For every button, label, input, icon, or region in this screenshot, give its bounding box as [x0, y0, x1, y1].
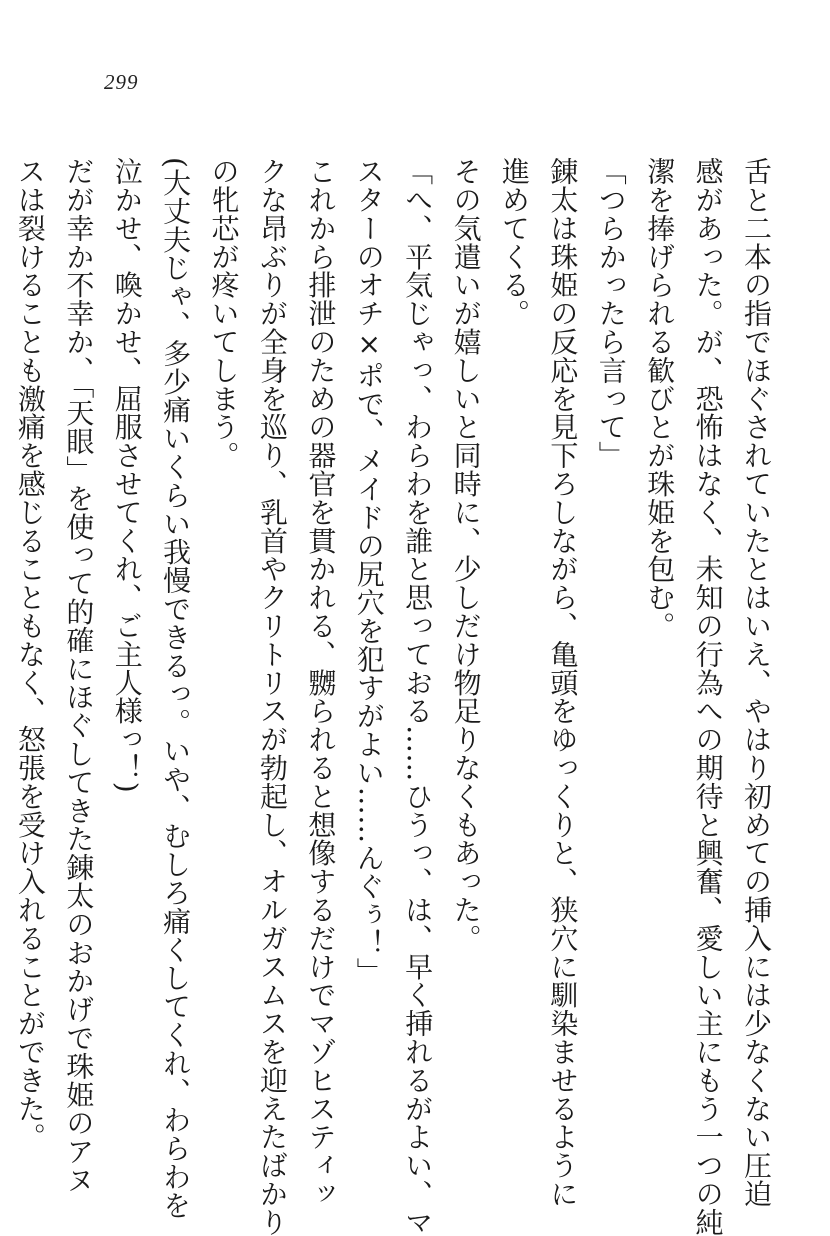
text-line: [0, 157, 6, 1117]
text-line: クな昂ぶりが全身を巡り、乳首やクリトリスが勃起し、オルガスムスを迎えたばかり: [255, 157, 289, 1236]
text-line: 「つらかったら言って」: [594, 157, 628, 470]
text-line: 潔を捧げられる歓びとが珠姫を包む。: [643, 157, 677, 640]
text-line: 錬太は珠姫の反応を見下ろしながら、亀頭をゆっくりと、狭穴に馴染ませるように: [546, 157, 580, 1208]
text-line: だが幸か不幸か、「天眼」を使って的確にほぐしてきた錬太のおかげで珠姫のアヌ: [62, 157, 96, 1194]
text-line: 感があった。が、恐怖はなく、未知の行為への期待と興奮、愛しい主にもう一つの純: [691, 157, 725, 1236]
text-line: の牝芯が疼いてしまう。: [207, 157, 241, 470]
text-line: (大丈夫じゃ、多少痛いくらい我慢できるっ。いや、むしろ痛くしてくれ、わらわを: [159, 157, 193, 1220]
text-line: これから排泄のための器官を貫かれる、嬲られると想像するだけでマゾヒスティッ: [304, 157, 338, 1208]
body-text: [13, 157, 780, 1236]
text-line: 「へ、平気じゃっ、わらわを誰と思っておる……ひうっ、は、早く挿れるがよい、マ: [401, 157, 435, 1236]
text-line: スターのオチ×ポで、メイドの尻穴を犯すがよい……んぐぅ！」: [352, 157, 386, 986]
text-line: その気遣いが嬉しいと同時に、少しだけ物足りなくもあった。: [449, 157, 483, 953]
text-line: 進めてくる。: [497, 157, 531, 328]
text-line: 舌と二本の指でほぐされていたとはいえ、やはり初めての挿入には少なくない圧迫: [740, 157, 773, 1208]
page-number: 299: [104, 70, 139, 94]
text-line: 泣かせ、喚かせ、屈服させてくれ、ご主人様っ！): [110, 157, 144, 794]
text-line: スは裂けることも激痛を感じることもなく、怒張を受け入れることができた。: [13, 157, 47, 1151]
